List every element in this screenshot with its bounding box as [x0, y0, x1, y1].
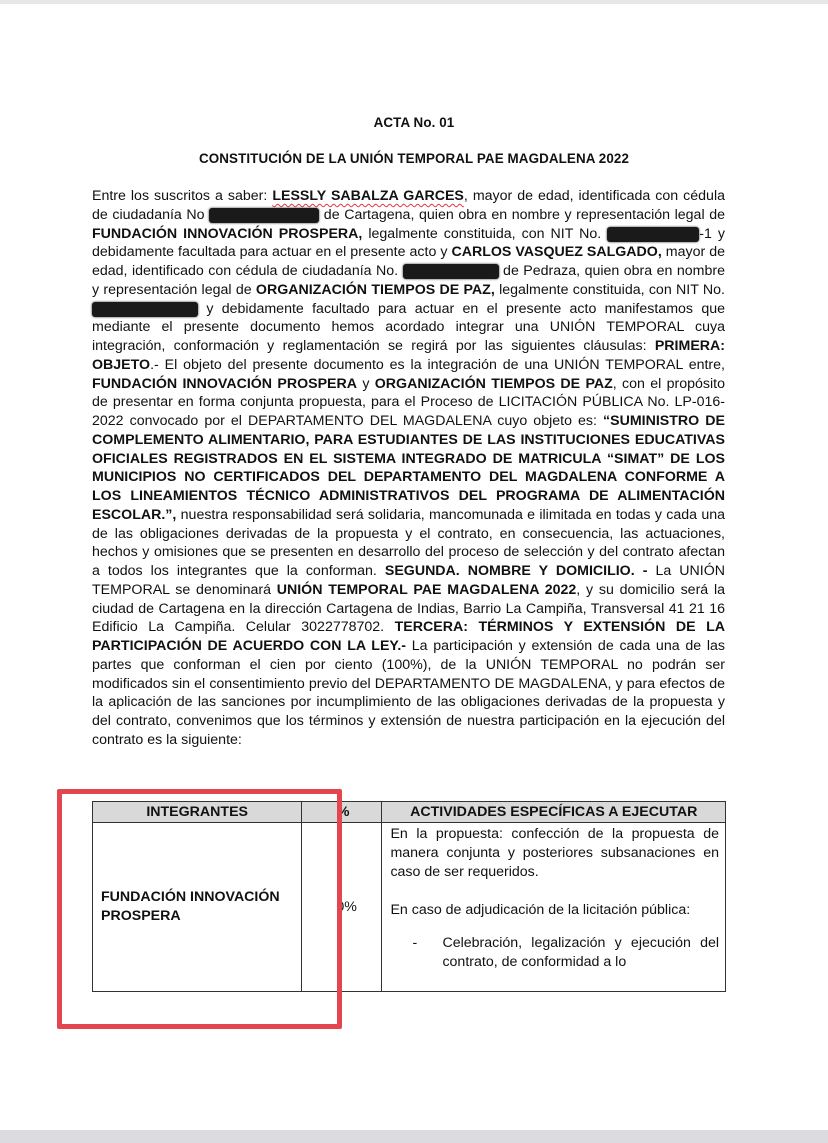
- redacted-value: [403, 264, 499, 279]
- bold-text: PRIMERA: OBJETO: [92, 338, 725, 373]
- bold-text: FUNDACIÓN INNOVACIÓN PROSPERA,: [92, 225, 363, 242]
- bold-text: FUNDACIÓN INNOVACIÓN PROSPERA: [92, 375, 357, 392]
- bold-text: LESSLY SABALZA GARCES: [272, 188, 464, 204]
- text-run: y debidamente facultado para actuar en el presente acto manifestamos que mediante el presente documento hemos acordado integrar una UNIÓN TEMPORAL cuya integración, conformación y reglamentación se regirá por las siguientes cláusulas:: [92, 300, 725, 354]
- document-title: ACTA No. 01: [373, 115, 455, 130]
- viewer-bottom-bar: [0, 1130, 828, 1143]
- bold-text: UNIÓN TEMPORAL PAE MAGDALENA 2022: [276, 581, 577, 598]
- text-run: de Cartagena, quien obra en nombre y representación legal de: [319, 206, 725, 223]
- member-activities: [382, 823, 726, 992]
- member-name: FUNDACIÓN INNOVACIÓN PROSPERA: [93, 823, 302, 992]
- highlight-annotation-box: [57, 789, 342, 1029]
- text-run: , con el propósito de presentar en forma conjunta propuesta, para el Proceso de LICITACIÓN PÚBLICA No. LP-016-2022 convocado por el DEPARTAMENTO DEL MAGDALENA cuyo objeto es:: [92, 375, 725, 429]
- bold-text: ORGANIZACIÓN TIEMPOS DE PAZ,: [255, 281, 495, 298]
- text-run: , y su domicilio será la ciudad de Cartagena en la dirección Cartagena de Indias, Barrio La Campiña, Transversal 41 21 16 Edificio La Campiña. Celular 3022778702.: [92, 581, 725, 636]
- bold-text: ORGANIZACIÓN TIEMPOS DE PAZ: [374, 375, 613, 392]
- text-run: legalmente constituida, con NIT No.: [494, 281, 725, 298]
- text-run: -1 y debidamente facultada para actuar en el presente acto y: [92, 225, 725, 261]
- body-paragraph: [92, 187, 725, 750]
- activity-paragraph: En caso de adjudicación de la licitación pública:: [390, 902, 691, 918]
- text-run: Entre los suscritos a saber:: [92, 188, 273, 204]
- text-run: nuestra responsabilidad será solidaria, mancomunada e ilimitada en todas y cada una de las obligaciones derivadas de la propuesta y el contrato, en consecuencia, las actuaciones, hechos y omisiones que se presenten en desarrollo del proceso de selección y del contrato afectan a todos los integrantes que la conforman.: [92, 506, 725, 579]
- text-run: La participación y extensión de cada una de las partes que conforman el cien por ciento (100%), de la UNIÓN TEMPORAL no podrán ser modificados sin el consentimiento previo del DEPARTAMENTO DE MAGDALENA, y para efectos de la aplicación de las sanciones por incumplimiento de las obligaciones derivadas de la propuesta y del contrato, convenimos que los términos y extensión de nuestra participación en la ejecución del contrato es la siguiente:: [92, 638, 725, 748]
- member-percent: 0%: [302, 823, 382, 992]
- bold-text: CARLOS VASQUEZ SALGADO,: [451, 244, 662, 261]
- bold-text: SEGUNDA. NOMBRE Y DOMICILIO. -: [384, 563, 648, 579]
- bold-text: TERCERA: TÉRMINOS Y EXTENSIÓN DE LA PARTICIPACIÓN DE ACUERDO CON LA LEY.-: [92, 619, 725, 654]
- redacted-value: [92, 302, 198, 317]
- header-actividades: ACTIVIDADES ESPECÍFICAS A EJECUTAR: [382, 802, 726, 823]
- activity-paragraph: En la propuesta: confección de la propuesta de manera conjunta y posteriores subsanaciones en caso de ser requeridos.: [390, 826, 719, 880]
- redacted-value: [209, 208, 319, 223]
- header-integrantes: INTEGRANTES: [93, 802, 302, 823]
- text-run: mayor de edad, identificado con cédula de ciudadanía No.: [92, 244, 725, 279]
- bullet-dash: -: [412, 935, 418, 951]
- redacted-value: [607, 227, 699, 242]
- activity-bullet-text: Celebración, legalización y ejecución del contrato, de conformidad a lo: [442, 935, 719, 970]
- text-run: y: [357, 375, 375, 392]
- text-run: de Pedraza, quien obra en nombre y representación legal de: [92, 263, 725, 298]
- text-run: legalmente constituida, con NIT No.: [362, 225, 608, 242]
- header-percent: %: [302, 802, 382, 823]
- text-run: .- El objeto del presente documento es la integración de una UNIÓN TEMPORAL entre,: [150, 356, 725, 373]
- text-run: , mayor de edad, identificada con cédula de ciudadanía No: [92, 188, 725, 223]
- document-subtitle: CONSTITUCIÓN DE LA UNIÓN TEMPORAL PAE MAGDALENA 2022: [198, 151, 629, 166]
- bold-text: “SUMINISTRO DE COMPLEMENTO ALIMENTARIO, PARA ESTUDIANTES DE LAS INSTITUCIONES EDUCATIVAS OFICIALES REGISTRADOS EN EL SISTEMA INTEGRADO DE MATRICULA “SIMAT” DE LOS MUNICIPIOS NO CERTIFICADOS DEL DEPARTAMENTO DEL MAGDALENA CONFORME A LOS LINEAMIENTOS TÉCNICO ADMINISTRATIVOS DEL PROGRAMA DE ALIMENTACIÓN ESCOLAR.”,: [92, 413, 725, 523]
- activity-bullet: [390, 934, 719, 972]
- text-run: La UNIÓN TEMPORAL se denominará: [92, 563, 725, 598]
